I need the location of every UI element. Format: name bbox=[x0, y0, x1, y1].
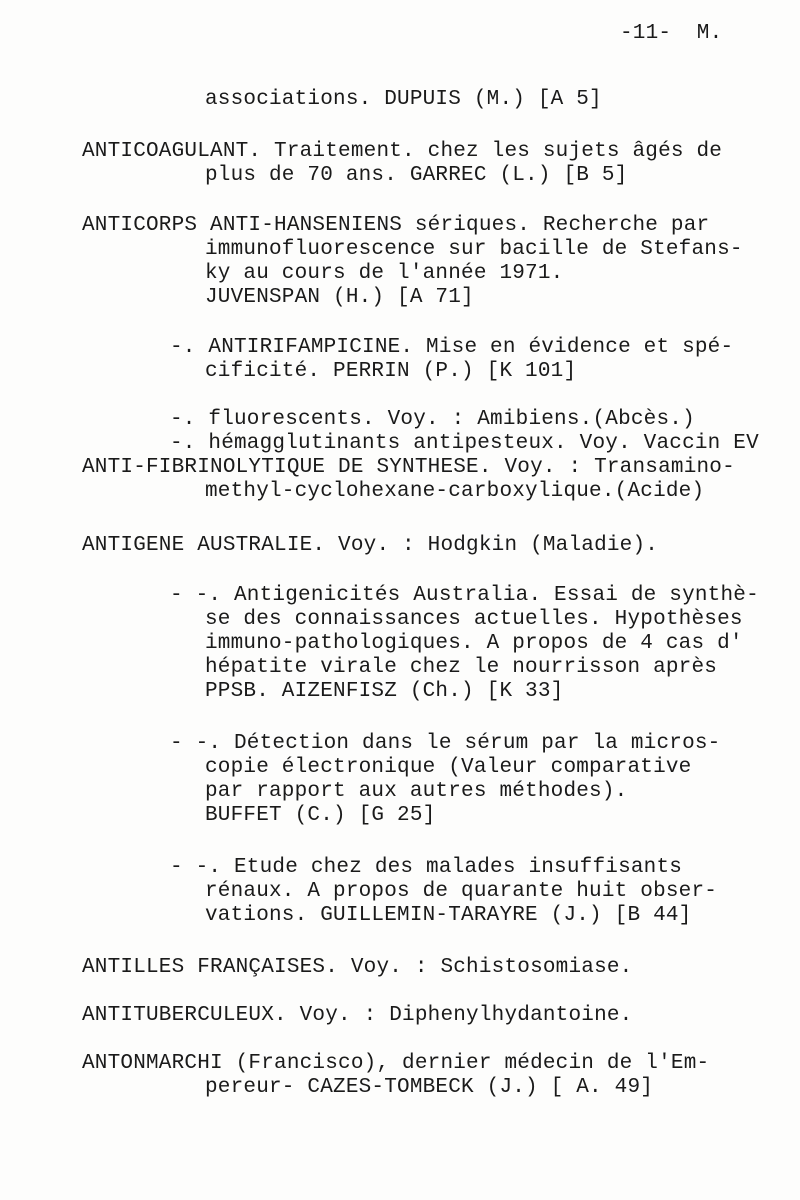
text-line: ky au cours de l'année 1971. bbox=[205, 262, 564, 285]
text-line: copie électronique (Valeur comparative bbox=[205, 756, 692, 779]
text-line: cificité. PERRIN (P.) [K 101] bbox=[205, 360, 577, 383]
entry-heading: ANTILLES FRANÇAISES. Voy. : Schistosomiase. bbox=[82, 956, 633, 979]
entry-heading: ANTICORPS ANTI-HANSENIENS sériques. Recherche par bbox=[82, 214, 710, 237]
entry-heading: ANTIGENE AUSTRALIE. Voy. : Hodgkin (Maladie). bbox=[82, 534, 659, 557]
sub-entry: -. fluorescents. Voy. : Amibiens.(Abcès.) bbox=[170, 408, 695, 431]
entry-heading: ANTICOAGULANT. Traitement. chez les sujets âgés de bbox=[82, 140, 723, 163]
text-line: JUVENSPAN (H.) [A 71] bbox=[205, 286, 474, 309]
text-line: hépatite virale chez le nourrisson après bbox=[205, 656, 718, 679]
entry-heading: ANTITUBERCULEUX. Voy. : Diphenylhydantoine. bbox=[82, 1004, 633, 1027]
text-line: immunofluorescence sur bacille de Stefans- bbox=[205, 238, 743, 261]
sub-entry: - -. Détection dans le sérum par la micros- bbox=[170, 732, 721, 755]
text-line: plus de 70 ans. GARREC (L.) [B 5] bbox=[205, 164, 628, 187]
text-line: vations. GUILLEMIN-TARAYRE (J.) [B 44] bbox=[205, 904, 692, 927]
text-line: PPSB. AIZENFISZ (Ch.) [K 33] bbox=[205, 680, 564, 703]
text-line: se des connaissances actuelles. Hypothèses bbox=[205, 608, 743, 631]
text-line: associations. DUPUIS (M.) [A 5] bbox=[205, 88, 602, 111]
text-line: methyl-cyclohexane-carboxylique.(Acide) bbox=[205, 480, 705, 503]
text-line: immuno-pathologiques. A propos de 4 cas d' bbox=[205, 632, 743, 655]
page-reference: -11- M. bbox=[620, 22, 723, 45]
text-line: rénaux. A propos de quarante huit obser- bbox=[205, 880, 718, 903]
entry-heading: ANTONMARCHI (Francisco), dernier médecin de l'Em- bbox=[82, 1052, 710, 1075]
text-line: par rapport aux autres méthodes). bbox=[205, 780, 628, 803]
entry-heading: ANTI-FIBRINOLYTIQUE DE SYNTHESE. Voy. : Transamino- bbox=[82, 456, 735, 479]
text-line: pereur- CAZES-TOMBECK (J.) [ A. 49] bbox=[205, 1076, 654, 1099]
text-line: BUFFET (C.) [G 25] bbox=[205, 804, 436, 827]
sub-entry: -. hémagglutinants antipesteux. Voy. Vaccin EV bbox=[170, 432, 759, 455]
sub-entry: - -. Antigenicités Australia. Essai de synthè- bbox=[170, 584, 759, 607]
sub-entry: - -. Etude chez des malades insuffisants bbox=[170, 856, 683, 879]
sub-entry: -. ANTIRIFAMPICINE. Mise en évidence et spé- bbox=[170, 336, 734, 359]
